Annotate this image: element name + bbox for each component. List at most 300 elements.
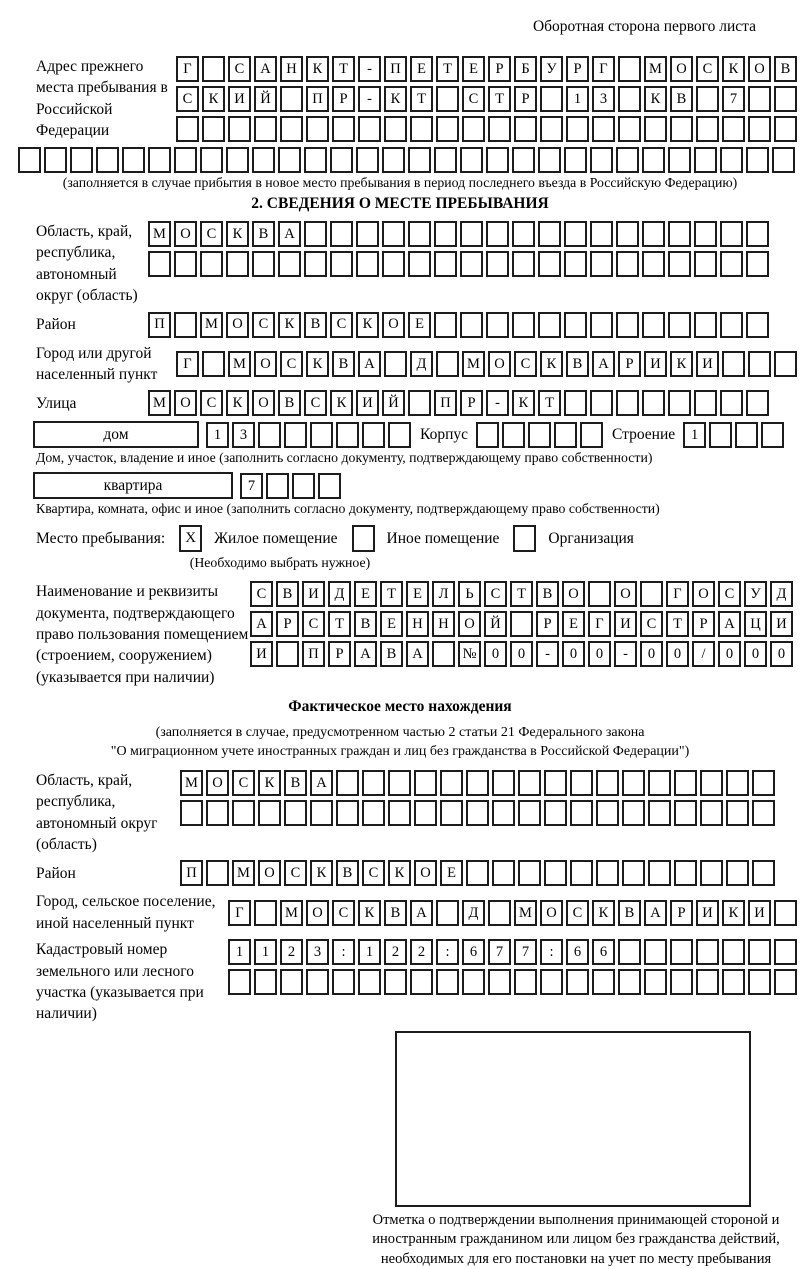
char-cell: Д bbox=[410, 351, 433, 377]
char-cell bbox=[466, 860, 489, 886]
char-cell: В bbox=[380, 641, 403, 667]
page-header: Оборотная сторона первого листа bbox=[532, 18, 756, 35]
char-cell: 2 bbox=[410, 939, 433, 965]
actual-location-note bbox=[0, 724, 800, 762]
char-cell: К bbox=[644, 86, 667, 112]
char-cell bbox=[70, 147, 93, 173]
char-cell bbox=[540, 86, 563, 112]
char-cell: Т bbox=[666, 611, 689, 637]
char-cell bbox=[460, 312, 483, 338]
char-cell bbox=[486, 221, 509, 247]
char-cell: Б bbox=[514, 56, 537, 82]
char-cell: С bbox=[462, 86, 485, 112]
char-cell bbox=[668, 312, 691, 338]
char-cell bbox=[518, 860, 541, 886]
char-cell: И bbox=[356, 390, 379, 416]
char-cell: О bbox=[614, 581, 637, 607]
actual-city-label: Город, сельское поселение, иной населенный пункт bbox=[36, 893, 216, 932]
char-cell: Е bbox=[354, 581, 377, 607]
char-cell bbox=[538, 251, 561, 277]
char-cell bbox=[720, 390, 743, 416]
char-cell: М bbox=[232, 860, 255, 886]
char-cell: О bbox=[488, 351, 511, 377]
char-cell: К bbox=[226, 221, 249, 247]
char-cell: Т bbox=[510, 581, 533, 607]
char-cell bbox=[148, 147, 171, 173]
char-cell: Т bbox=[488, 86, 511, 112]
char-cell bbox=[512, 251, 535, 277]
char-cell: К bbox=[670, 351, 693, 377]
char-cell: И bbox=[250, 641, 273, 667]
char-cell bbox=[304, 147, 327, 173]
char-cell bbox=[410, 969, 433, 995]
char-cell: К bbox=[388, 860, 411, 886]
char-cell bbox=[280, 116, 303, 142]
char-cell: Й bbox=[484, 611, 507, 637]
char-cell: В bbox=[618, 900, 641, 926]
char-cell: А bbox=[354, 641, 377, 667]
char-cell bbox=[726, 770, 749, 796]
char-cell bbox=[644, 969, 667, 995]
char-cell bbox=[644, 116, 667, 142]
char-cell bbox=[674, 800, 697, 826]
char-cell bbox=[96, 147, 119, 173]
actual-region-label: Область, край, республика, автономный округ (область) bbox=[36, 771, 158, 854]
char-cell bbox=[382, 147, 405, 173]
char-cell: К bbox=[384, 86, 407, 112]
char-cell bbox=[306, 116, 329, 142]
char-row-actual-city bbox=[228, 900, 800, 926]
char-cell bbox=[570, 860, 593, 886]
other-premises-checkbox bbox=[352, 525, 375, 552]
char-cell bbox=[384, 351, 407, 377]
char-cell bbox=[642, 251, 665, 277]
char-cell: Т bbox=[332, 56, 355, 82]
char-cell: Т bbox=[328, 611, 351, 637]
char-cell bbox=[752, 770, 775, 796]
char-row-cadastral-2 bbox=[228, 969, 800, 995]
char-cell bbox=[202, 56, 225, 82]
char-cell bbox=[618, 56, 641, 82]
char-cell: П bbox=[434, 390, 457, 416]
char-cell: И bbox=[228, 86, 251, 112]
house-row bbox=[0, 421, 800, 448]
char-cell bbox=[488, 969, 511, 995]
char-cell: С bbox=[252, 312, 275, 338]
document-label: Наименование и реквизиты документа, подтверждающего право пользования помещением (строением, сооружением) (указывается при наличии) bbox=[36, 583, 249, 686]
char-cell: 2 bbox=[280, 939, 303, 965]
char-cell: К bbox=[722, 900, 745, 926]
char-cell bbox=[514, 969, 537, 995]
prev-address-label: Адрес прежнего места пребывания в Российской Федерации bbox=[36, 58, 168, 140]
char-cell: В bbox=[278, 390, 301, 416]
char-row-document-3 bbox=[250, 641, 796, 667]
char-cell: М bbox=[280, 900, 303, 926]
char-row-apartment bbox=[240, 473, 344, 499]
char-cell bbox=[709, 422, 732, 448]
char-cell: Й bbox=[382, 390, 405, 416]
char-cell bbox=[362, 422, 385, 448]
char-cell bbox=[232, 800, 255, 826]
char-row-prev-address-1 bbox=[176, 56, 800, 82]
korpus-label: Корпус bbox=[420, 425, 468, 443]
char-cell bbox=[226, 147, 249, 173]
char-cell bbox=[330, 221, 353, 247]
char-cell bbox=[544, 770, 567, 796]
char-cell bbox=[462, 116, 485, 142]
char-cell: А bbox=[254, 56, 277, 82]
char-cell bbox=[746, 312, 769, 338]
char-cell bbox=[588, 581, 611, 607]
char-cell: В bbox=[670, 86, 693, 112]
char-cell bbox=[362, 770, 385, 796]
char-cell bbox=[746, 251, 769, 277]
char-cell bbox=[460, 221, 483, 247]
char-cell bbox=[748, 351, 771, 377]
char-cell: С bbox=[304, 390, 327, 416]
char-cell bbox=[592, 116, 615, 142]
char-cell bbox=[258, 800, 281, 826]
char-cell bbox=[254, 969, 277, 995]
char-cell: С bbox=[280, 351, 303, 377]
char-cell bbox=[540, 969, 563, 995]
actual-location-note-line2: "О миграционном учете иностранных граждан и лиц без гражданства в Российской Федерации") bbox=[110, 744, 690, 760]
char-cell: О bbox=[258, 860, 281, 886]
char-cell: П bbox=[180, 860, 203, 886]
char-cell: Р bbox=[566, 56, 589, 82]
char-cell bbox=[566, 969, 589, 995]
char-cell: Р bbox=[618, 351, 641, 377]
char-cell: Г bbox=[176, 351, 199, 377]
stamp-box bbox=[395, 1031, 751, 1207]
char-cell: - bbox=[614, 641, 637, 667]
char-cell bbox=[566, 116, 589, 142]
char-cell bbox=[726, 800, 749, 826]
char-cell bbox=[510, 611, 533, 637]
char-cell: О bbox=[252, 390, 275, 416]
char-cell bbox=[434, 147, 457, 173]
char-cell bbox=[356, 221, 379, 247]
char-cell bbox=[382, 251, 405, 277]
char-cell: Е bbox=[440, 860, 463, 886]
char-cell bbox=[252, 251, 275, 277]
char-row-stroenie bbox=[683, 422, 787, 448]
char-cell bbox=[642, 312, 665, 338]
actual-district-label: Район bbox=[36, 864, 76, 882]
char-cell bbox=[440, 770, 463, 796]
char-cell bbox=[774, 900, 797, 926]
char-cell bbox=[538, 221, 561, 247]
char-cell: : bbox=[436, 939, 459, 965]
prev-address-note: (заполняется в случае прибытия в новое место пребывания в период последнего въезда в Российскую Федерацию) bbox=[62, 175, 738, 190]
char-cell bbox=[544, 800, 567, 826]
char-cell: И bbox=[614, 611, 637, 637]
char-cell: - bbox=[486, 390, 509, 416]
char-cell bbox=[618, 116, 641, 142]
char-cell bbox=[174, 312, 197, 338]
char-cell: О bbox=[562, 581, 585, 607]
char-cell bbox=[616, 221, 639, 247]
char-cell bbox=[304, 251, 327, 277]
char-cell: О bbox=[382, 312, 405, 338]
char-cell bbox=[414, 770, 437, 796]
char-cell: Ц bbox=[744, 611, 767, 637]
char-cell: 7 bbox=[240, 473, 263, 499]
house-label-box: дом bbox=[33, 421, 199, 448]
char-cell: 7 bbox=[488, 939, 511, 965]
char-cell: С bbox=[640, 611, 663, 637]
char-cell: Т bbox=[410, 86, 433, 112]
char-cell bbox=[564, 147, 587, 173]
char-cell bbox=[486, 251, 509, 277]
char-cell: А bbox=[410, 900, 433, 926]
char-cell bbox=[466, 800, 489, 826]
char-cell: 7 bbox=[722, 86, 745, 112]
char-cell: 0 bbox=[718, 641, 741, 667]
char-cell: 0 bbox=[588, 641, 611, 667]
char-cell bbox=[622, 860, 645, 886]
actual-location-title: Фактическое место нахождения bbox=[288, 698, 512, 716]
char-cell: Ь bbox=[458, 581, 481, 607]
street-label: Улица bbox=[36, 394, 77, 412]
char-cell: И bbox=[644, 351, 667, 377]
char-cell bbox=[722, 969, 745, 995]
char-cell: С bbox=[200, 221, 223, 247]
char-cell bbox=[306, 969, 329, 995]
char-cell bbox=[486, 147, 509, 173]
char-cell: 1 bbox=[206, 422, 229, 448]
char-cell: - bbox=[358, 56, 381, 82]
char-cell: О bbox=[206, 770, 229, 796]
char-cell: К bbox=[226, 390, 249, 416]
char-cell bbox=[436, 900, 459, 926]
char-cell: А bbox=[718, 611, 741, 637]
char-cell bbox=[356, 251, 379, 277]
char-cell bbox=[432, 641, 455, 667]
char-row-document-2 bbox=[250, 611, 796, 637]
char-cell: Р bbox=[692, 611, 715, 637]
char-cell: И bbox=[302, 581, 325, 607]
char-cell bbox=[492, 800, 515, 826]
char-cell bbox=[514, 116, 537, 142]
char-cell bbox=[434, 312, 457, 338]
char-cell: 1 bbox=[566, 86, 589, 112]
char-cell bbox=[596, 770, 619, 796]
char-cell bbox=[174, 147, 197, 173]
char-cell: 6 bbox=[462, 939, 485, 965]
char-cell bbox=[570, 770, 593, 796]
char-cell bbox=[18, 147, 41, 173]
char-cell bbox=[382, 221, 405, 247]
char-cell bbox=[590, 312, 613, 338]
char-cell bbox=[774, 939, 797, 965]
char-cell bbox=[748, 939, 771, 965]
char-cell: О bbox=[458, 611, 481, 637]
char-cell bbox=[538, 147, 561, 173]
char-cell bbox=[408, 390, 431, 416]
char-cell: В bbox=[276, 581, 299, 607]
char-cell bbox=[284, 800, 307, 826]
char-cell bbox=[670, 969, 693, 995]
char-cell: 0 bbox=[666, 641, 689, 667]
char-cell bbox=[466, 770, 489, 796]
char-cell: О bbox=[414, 860, 437, 886]
actual-region-field bbox=[0, 770, 800, 856]
cadastral-label: Кадастровый номер земельного или лесного участка (указывается при наличии) bbox=[36, 941, 204, 1023]
char-cell: М bbox=[180, 770, 203, 796]
char-cell bbox=[528, 422, 551, 448]
char-cell: Е bbox=[562, 611, 585, 637]
char-cell bbox=[540, 116, 563, 142]
char-cell bbox=[648, 770, 671, 796]
char-cell: К bbox=[330, 390, 353, 416]
char-cell bbox=[564, 312, 587, 338]
char-cell bbox=[670, 116, 693, 142]
char-cell bbox=[254, 116, 277, 142]
char-cell: О bbox=[174, 221, 197, 247]
region-label: Область, край, республика, автономный округ (область) bbox=[36, 223, 138, 305]
char-cell: 1 bbox=[358, 939, 381, 965]
char-cell bbox=[384, 116, 407, 142]
char-cell: Л bbox=[432, 581, 455, 607]
char-cell: Т bbox=[538, 390, 561, 416]
apartment-caption: Квартира, комната, офис и иное (заполнить согласно документу, подтверждающему право собственности) bbox=[36, 501, 660, 517]
char-cell: 0 bbox=[484, 641, 507, 667]
char-cell: Г bbox=[228, 900, 251, 926]
char-row-district bbox=[148, 312, 772, 338]
char-cell bbox=[616, 251, 639, 277]
char-cell bbox=[358, 969, 381, 995]
char-cell: К bbox=[358, 900, 381, 926]
char-cell bbox=[206, 800, 229, 826]
char-cell bbox=[720, 147, 743, 173]
char-cell: А bbox=[406, 641, 429, 667]
char-row-actual-region-2 bbox=[180, 800, 778, 826]
char-cell: : bbox=[540, 939, 563, 965]
char-cell bbox=[384, 969, 407, 995]
char-cell: С bbox=[302, 611, 325, 637]
char-row-city bbox=[176, 351, 800, 377]
street-field bbox=[0, 390, 800, 416]
char-cell bbox=[622, 770, 645, 796]
char-cell bbox=[544, 860, 567, 886]
char-cell bbox=[564, 221, 587, 247]
char-cell bbox=[772, 147, 795, 173]
char-cell: М bbox=[644, 56, 667, 82]
char-cell: 6 bbox=[592, 939, 615, 965]
char-cell bbox=[44, 147, 67, 173]
char-cell: : bbox=[332, 939, 355, 965]
char-cell: Р bbox=[460, 390, 483, 416]
char-cell bbox=[408, 147, 431, 173]
char-cell bbox=[330, 147, 353, 173]
char-cell: О bbox=[670, 56, 693, 82]
char-cell: С bbox=[250, 581, 273, 607]
district-field bbox=[0, 312, 800, 338]
char-cell bbox=[674, 860, 697, 886]
char-cell: М bbox=[148, 390, 171, 416]
char-cell bbox=[388, 422, 411, 448]
char-cell bbox=[700, 770, 723, 796]
char-cell: С bbox=[696, 56, 719, 82]
char-cell: С bbox=[332, 900, 355, 926]
char-cell: К bbox=[202, 86, 225, 112]
char-cell: К bbox=[278, 312, 301, 338]
char-cell: И bbox=[770, 611, 793, 637]
char-row-prev-address-2 bbox=[176, 86, 800, 112]
char-cell bbox=[254, 900, 277, 926]
document-field bbox=[0, 581, 800, 688]
char-cell: 0 bbox=[744, 641, 767, 667]
char-cell bbox=[592, 969, 615, 995]
char-cell bbox=[258, 422, 281, 448]
char-cell bbox=[618, 969, 641, 995]
city-field bbox=[0, 343, 800, 386]
char-cell: О bbox=[306, 900, 329, 926]
char-cell: 7 bbox=[514, 939, 537, 965]
char-cell: 0 bbox=[562, 641, 585, 667]
char-cell: В bbox=[336, 860, 359, 886]
char-cell bbox=[388, 800, 411, 826]
char-cell bbox=[518, 770, 541, 796]
char-cell: К bbox=[592, 900, 615, 926]
char-cell bbox=[512, 147, 535, 173]
char-cell bbox=[408, 251, 431, 277]
char-cell: К bbox=[722, 56, 745, 82]
char-cell: Т bbox=[436, 56, 459, 82]
char-cell: В bbox=[332, 351, 355, 377]
char-cell bbox=[336, 800, 359, 826]
prev-address-field bbox=[0, 56, 800, 142]
city-label: Город или другой населенный пункт bbox=[36, 344, 158, 383]
char-cell bbox=[670, 939, 693, 965]
char-cell: 2 bbox=[384, 939, 407, 965]
char-cell bbox=[332, 969, 355, 995]
char-cell: Н bbox=[432, 611, 455, 637]
char-cell: А bbox=[358, 351, 381, 377]
char-cell: 6 bbox=[566, 939, 589, 965]
char-cell: Е bbox=[408, 312, 431, 338]
char-cell bbox=[460, 251, 483, 277]
char-cell bbox=[488, 900, 511, 926]
char-cell bbox=[330, 251, 353, 277]
char-cell bbox=[476, 422, 499, 448]
char-cell bbox=[502, 422, 525, 448]
char-cell: Р bbox=[670, 900, 693, 926]
char-cell: О bbox=[540, 900, 563, 926]
char-cell: С bbox=[362, 860, 385, 886]
char-cell: А bbox=[644, 900, 667, 926]
apartment-label-box: квартира bbox=[33, 472, 233, 499]
char-cell bbox=[696, 86, 719, 112]
char-cell: Г bbox=[588, 611, 611, 637]
char-cell bbox=[694, 251, 717, 277]
char-cell: С bbox=[232, 770, 255, 796]
char-cell bbox=[460, 147, 483, 173]
char-cell bbox=[774, 351, 797, 377]
char-row-korpus bbox=[476, 422, 606, 448]
char-cell bbox=[622, 800, 645, 826]
char-cell bbox=[696, 939, 719, 965]
organization-checkbox bbox=[513, 525, 536, 552]
char-cell: М bbox=[148, 221, 171, 247]
stamp-caption: Отметка о подтверждении выполнения принимающей стороной и иностранным гражданином или лицом без гражданства действий, необходимых для его постановки на учет по месту пребывания bbox=[372, 1211, 780, 1267]
char-row-cadastral-1 bbox=[228, 939, 800, 965]
char-cell: М bbox=[200, 312, 223, 338]
char-cell bbox=[668, 251, 691, 277]
char-cell: В bbox=[304, 312, 327, 338]
region-field bbox=[0, 221, 800, 307]
